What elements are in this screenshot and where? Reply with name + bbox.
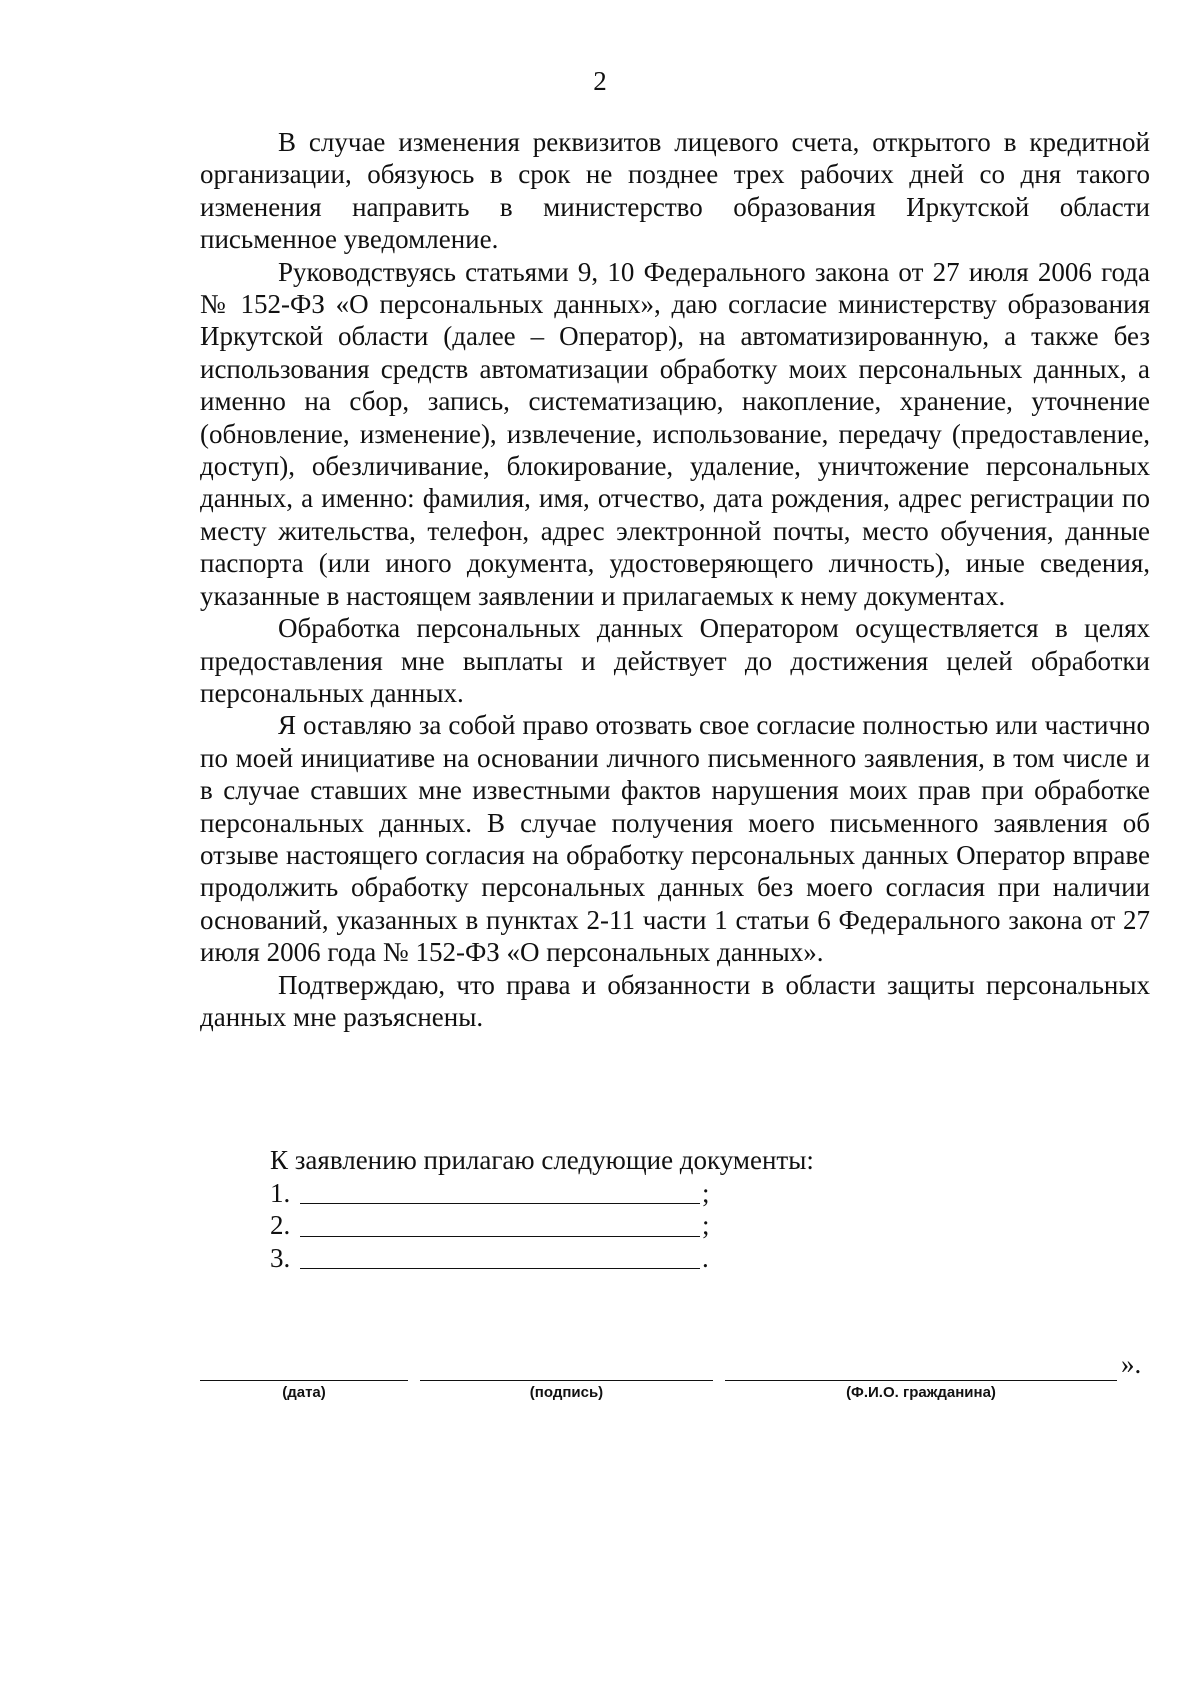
attachments-intro: К заявлению прилагаю следующие документы: [270, 1145, 814, 1175]
full-name-line [725, 1380, 1117, 1381]
signature-label: (подпись) [529, 1384, 604, 1401]
attachment-row-3 [270, 1242, 814, 1275]
paragraph-withdrawal-right: Я оставляю за собой право отозвать свое согласие полностью или частично по моей инициативе на основании личного письменного заявления, в том числе и в случае ставших мне известными фактов нарушения моих прав при обработке персональных данных. В случае получения моего письменного заявления об отзыве настоящего согласия на обработку персональных данных Оператор вправе продолжить обработку персональных данных без моего согласия при наличии оснований, указанных в пунктах 2-11 части 1 статьи 6 Федерального закона от 27 июля 2006 года № 152-ФЗ «О персональных данных». [200, 710, 1150, 968]
attachment-punctuation: ; [702, 1210, 710, 1241]
page-number: 2 [593, 66, 607, 96]
full-name-label: (Ф.И.О. гражданина) [846, 1384, 996, 1401]
attachment-row-2 [270, 1209, 814, 1242]
closing-quote: ». [1121, 1349, 1142, 1379]
paragraph-account-change: В случае изменения реквизитов лицевого счета, открытого в кредитной организации, обязуюсь в срок не позднее трех рабочих дней со дня такого изменения направить в министерство образования Иркутской области письменное уведомление. [200, 127, 1150, 255]
attachment-blank-line [300, 1212, 700, 1237]
attachment-number: 2. [270, 1210, 291, 1241]
date-signature-line [200, 1380, 408, 1381]
document-body [200, 126, 1150, 1033]
signature-line [420, 1380, 713, 1381]
paragraph-confirmation: Подтверждаю, что права и обязанности в области защиты персональных данных мне разъяснены. [200, 969, 1150, 1032]
attachment-punctuation: . [702, 1242, 709, 1273]
attachment-number: 1. [270, 1177, 291, 1208]
attachment-blank-line [300, 1179, 700, 1204]
attachment-number: 3. [270, 1242, 291, 1273]
attachment-blank-line [300, 1244, 700, 1269]
attachment-row-1 [270, 1177, 814, 1210]
paragraph-consent: Руководствуясь статьями 9, 10 Федерального закона от 27 июля 2006 года № 152-ФЗ «О персональных данных», даю согласие министерству образования Иркутской области (далее – Оператор), на автоматизированную, а также без использования средств автоматизации обработку моих персональных данных, а именно на сбор, запись, систематизацию, накопление, хранение, уточнение (обновление, изменение), извлечение, использование, передачу (предоставление, доступ), обезличивание, блокирование, удаление, уничтожение персональных данных, а именно: фамилия, имя, отчество, дата рождения, адрес регистрации по месту жительства, телефон, адрес электронной почты, место обучения, данные паспорта (или иного документа, удостоверяющего личность), иные сведения, указанные в настоящем заявлении и прилагаемых к нему документах. [200, 256, 1150, 611]
attachment-punctuation: ; [702, 1177, 710, 1208]
date-label: (дата) [282, 1384, 326, 1401]
paragraph-processing-purpose: Обработка персональных данных Оператором осуществляется в целях предоставления мне выплаты и действует до достижения целей обработки персональных данных. [200, 613, 1150, 708]
attachments-section [270, 1144, 814, 1274]
